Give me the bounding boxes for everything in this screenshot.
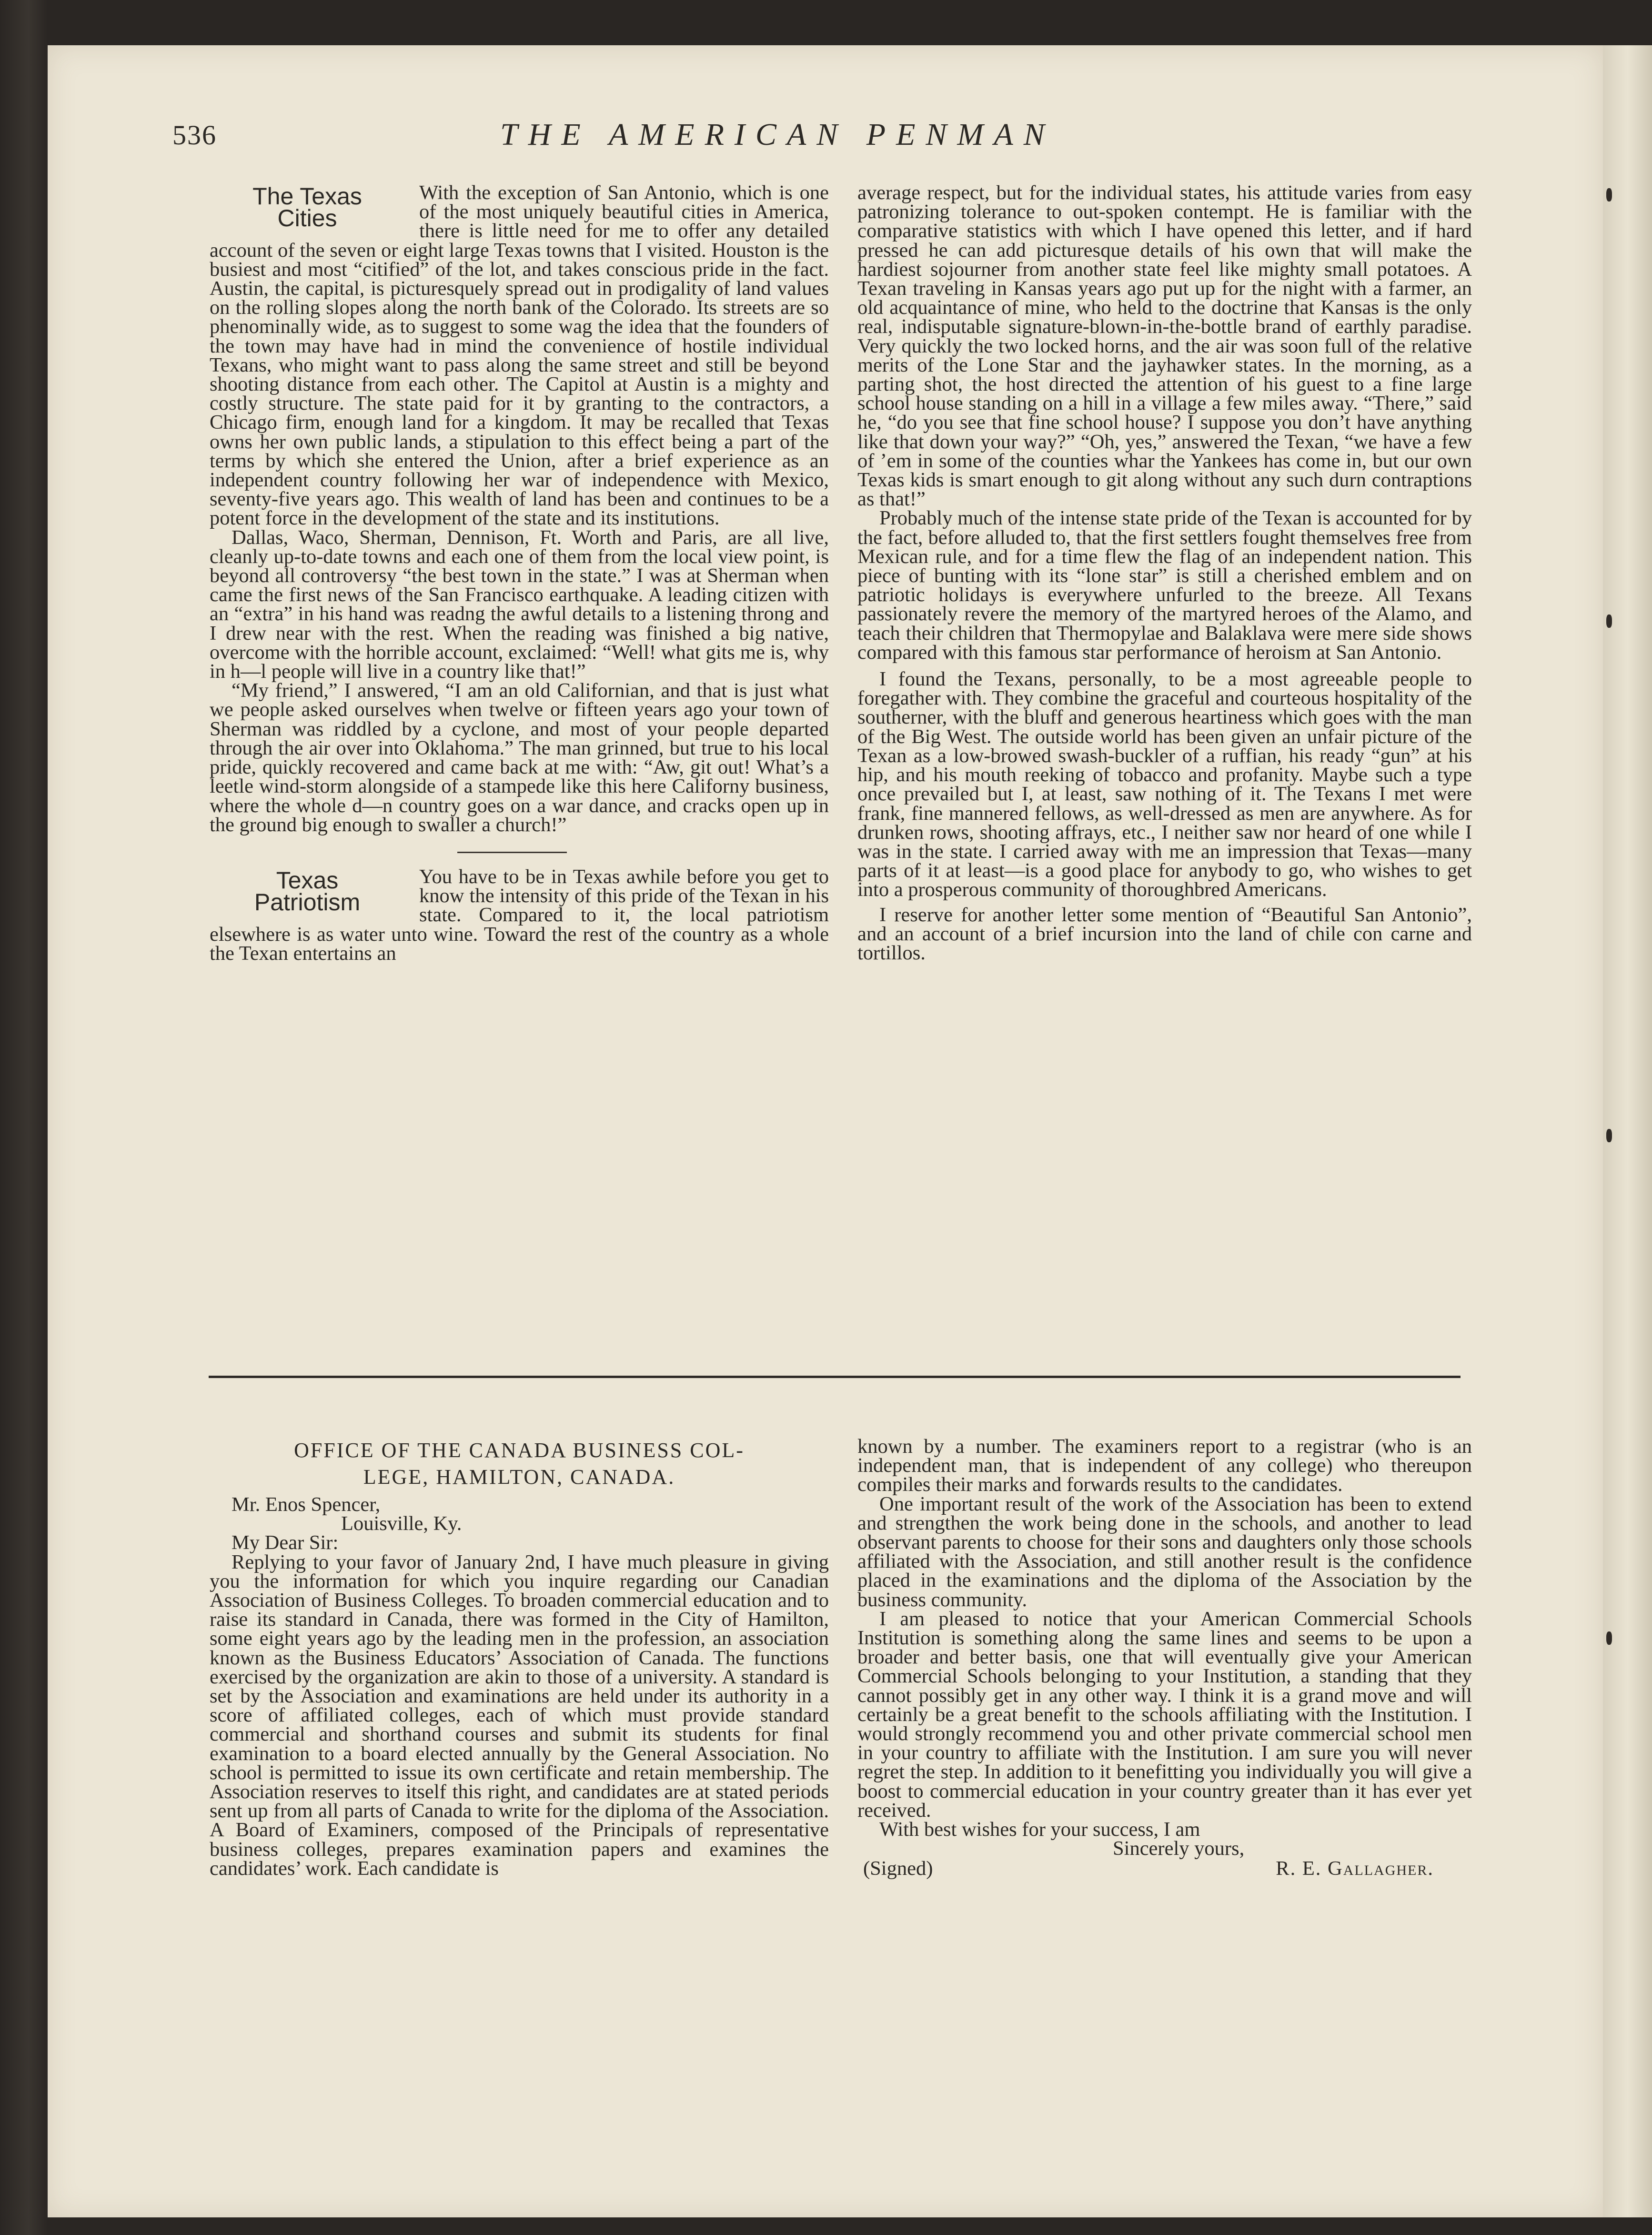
letter-column-left: [210, 1437, 829, 1878]
paragraph: known by a number. The examiners report to a registrar (who is an independent man, that is independent of any college) who thereupon compiles their marks and forwards results to the candidates.: [857, 1435, 1472, 1496]
paragraph: With the exception of San Antonio, which is one of the most uniquely beautiful cities in America, there is little need for me to offer any detailed account of the seven or eight large Texas towns that I visited. Houston is the busiest and most “citified” of the lot, and takes conscious pride in the fact. Austin, the capital, is picturesquely spread out in prodigality of land values on the rolling slopes along the north bank of the Colorado. Its streets are so phenominally wide, as to suggest to some wag the idea that the founders of the town may have had in mind the convenience of hostile individual Texans, who might want to pass along the same street and still be beyond shooting distance from each other. The Capitol at Austin is a mighty and costly structure. The state paid for it by granting to the contractors, a Chicago firm, enough land for a kingdom. It may be recalled that Texas owns her own public lands, a stipulation to this effect being a part of the terms by which she entered the Union, after a brief experience as an independent country following her war of independence with Mexico, seventy-five years ago. This wealth of land has been and continues to be a potent force in the development of the state and its institutions.: [210, 181, 829, 530]
paragraph: I am pleased to notice that your American Commercial Schools Institution is something along the same lines and seems to be upon a broader and better basis, one that will eventually give your American Commercial Schools belonging to your Institution, a standing that they cannot possibly get in any other way. I think it is a grand move and will certainly be a great benefit to the schools affiliating with the Institution. I would strongly recommend you and other private commercial school men in your country to affiliate with the Institution. I am sure you will never regret the step. In addition to it benefitting you individually you will give a boost to commercial education in your country greater than it has ever yet received.: [857, 1607, 1472, 1822]
paragraph: Dallas, Waco, Sherman, Dennison, Ft. Worth and Paris, are all live, cleanly up-to-date towns and each one of them from the local view point, is beyond all controversy “the best town in the state.” I was at Sherman when came the first news of the San Francisco earthquake. A leading citizen with an “extra” in his hand was readng the awful details to a listening throng and I drew near with the rest. When the reading was finished a big native, overcome with the horrible account, exclaimed: “Well! what gits me is, why in h—l people will live in a country like that!”: [210, 526, 829, 683]
section-heading-line: The Texas: [252, 183, 362, 210]
paragraph: You have to be in Texas awhile before you get to know the intensity of this pride of the Texan in his state. Compared to it, the local patriotism elsewhere is as water unto wine. Toward the rest of the country as a whole the Texan entertains an: [210, 865, 829, 965]
address: Louisville, Ky.: [341, 1512, 462, 1535]
letter-heading-line: OFFICE OF THE CANADA BUSINESS COL-: [294, 1439, 745, 1462]
letter-heading-line: LEGE, HAMILTON, CANADA.: [363, 1465, 675, 1489]
section-rule: [209, 1376, 1461, 1378]
section-divider: [457, 852, 567, 853]
section-heading-line: Cities: [277, 205, 337, 232]
letter-heading: [210, 1437, 829, 1490]
margin-mark: [1606, 1129, 1612, 1142]
article-column-right: [857, 183, 1472, 963]
margin-mark: [1606, 188, 1612, 201]
closing: Sincerely yours,: [1113, 1837, 1245, 1860]
section-heading-line: Patriotism: [254, 888, 361, 916]
signature: R. E. Gallagher.: [1276, 1857, 1434, 1880]
margin-mark: [1606, 1631, 1612, 1645]
paragraph: I reserve for another letter some mention of “Beautiful San Antonio”, and an account of a brief incursion into the land of chile con carne and tortillos.: [857, 903, 1472, 964]
section-heading-texas-cities: [205, 183, 410, 232]
section-heading-texas-patriotism: [205, 866, 410, 916]
paragraph: “My friend,” I answered, “I am an old Californian, and that is just what we people asked ourselves when twelve or fifteen years ago your town of Sherman was riddled by a cyclone, and most of your people departed through the air over into Oklahoma.” The man grinned, but true to his local pride, quickly recovered and came back at me with: “Aw, git out! What’s a leetle wind-storm alongside of a stampede like this here Californy business, where the whole d—n country goes on a war dance, and cracks open up in the ground big enough to swaller a church!”: [210, 679, 829, 836]
paragraph: Probably much of the intense state pride of the Texan is accounted for by the fact, before alluded to, that the first settlers fought themselves free from Mexican rule, and for a time flew the flag of an independent nation. This piece of bunting with its “lone star” is still a cherished emblem and on patriotic holidays is everywhere unfurled to the breeze. All Texans passionately revere the memory of the martyred heroes of the Alamo, and teach their children that Thermopylae and Balaklava were mere side shows compared with this famous star performance of heroism at San Antonio.: [857, 507, 1472, 664]
paragraph: I found the Texans, personally, to be a most agreeable people to foregather with. They combine the graceful and courteous hospitality of the southerner, with the bluff and generous heartiness which goes with the man of the Big West. The outside world has been given an unfair picture of the Texan as a low-browed swash-buckler of a ruffian, his ready “gun” at his hip, and his mouth reeking of tobacco and profanity. Maybe such a type once prevailed but I, at least, saw nothing of it. The Texans I met were frank, fine mannered fellows, as well-dressed as men are anywhere. As for drunken rows, shooting affrays, etc., I neither saw nor heard of one while I was in the state. I carried away with me an impression that Texas—many parts of it at least—is a good place for anybody to go, who wishes to get into a prosperous community of thoroughbred Americans.: [857, 668, 1472, 901]
margin-mark: [1606, 614, 1612, 628]
page-number: 536: [172, 120, 217, 151]
paragraph: Replying to your favor of January 2nd, I have much pleasure in giving you the information for which you inquire regarding our Canadian Association of Business Colleges. To broaden commercial education and to raise its standard in Canada, there was formed in the City of Hamilton, some eight years ago by the leading men in the profession, an association known as the Business Educators’ Association of Canada. The functions exercised by the organization are akin to those of a university. A standard is set by the Association and examinations are held under its authority in a score of affiliated colleges, each of which must provide standard commercial and shorthand courses and submit its students for final examination to a board elected annually by the General Association. No school is permitted to issue its own certificate and retain membership. The Association reserves to itself this right, and candidates are at stated periods sent up from all parts of Canada to write for the diploma of the Association. A Board of Examiners, composed of the Principals of representative business colleges, prepares examination papers and examines the candidates’ work. Each candidate is: [210, 1550, 829, 1880]
letter-column-right: [857, 1437, 1472, 1879]
paragraph: average respect, but for the individual states, his attitude varies from easy patronizing tolerance to out-spoken contempt. He is familiar with the comparative statistics with which I have opened this letter, and if hard pressed he can add picturesque details of his own that will make the hardiest sojourner from another state feel like mighty small potatoes. A Texan traveling in Kansas years ago put up for the night with a farmer, an old acquaintance of mine, who held to the doctrine that Kansas is the only real, indisputable signature-blown-in-the-bottle brand of earthly paradise. Very quickly the two locked horns, and the air was soon full of the relative merits of the Lone Star and the jayhawker states. In the morning, as a parting shot, the host directed the attention of his guest to a fine large school house standing on a hill in a village a few miles away. “There,” said he, “do you see that fine school house? I suppose you don’t have anything like that down your way?” “Oh, yes,” answered the Texan, “we have a few of ’em in some of the counties whar the Yankees has come in, but our own Texas kids is smart enough to git along without any such durn contraptions as that!”: [857, 181, 1472, 511]
salutation: My Dear Sir:: [232, 1531, 339, 1554]
running-title: THE AMERICAN PENMAN: [500, 117, 1055, 152]
article-column-left: [210, 183, 829, 963]
section-heading-line: Texas: [276, 866, 339, 894]
signature-row: [857, 1859, 1472, 1878]
paragraph: With best wishes for your success, I am: [879, 1818, 1200, 1841]
addressee: Mr. Enos Spencer,: [232, 1493, 381, 1516]
paragraph: One important result of the work of the Association has been to extend and strengthen the work being done in the schools, and another to lead observant parents to choose for their sons and daughters only those schools affiliated with the Association, and still another result is the confidence placed in the examinations and the diploma of the Association by the business community.: [857, 1492, 1472, 1611]
signed-label: (Signed): [863, 1857, 933, 1880]
